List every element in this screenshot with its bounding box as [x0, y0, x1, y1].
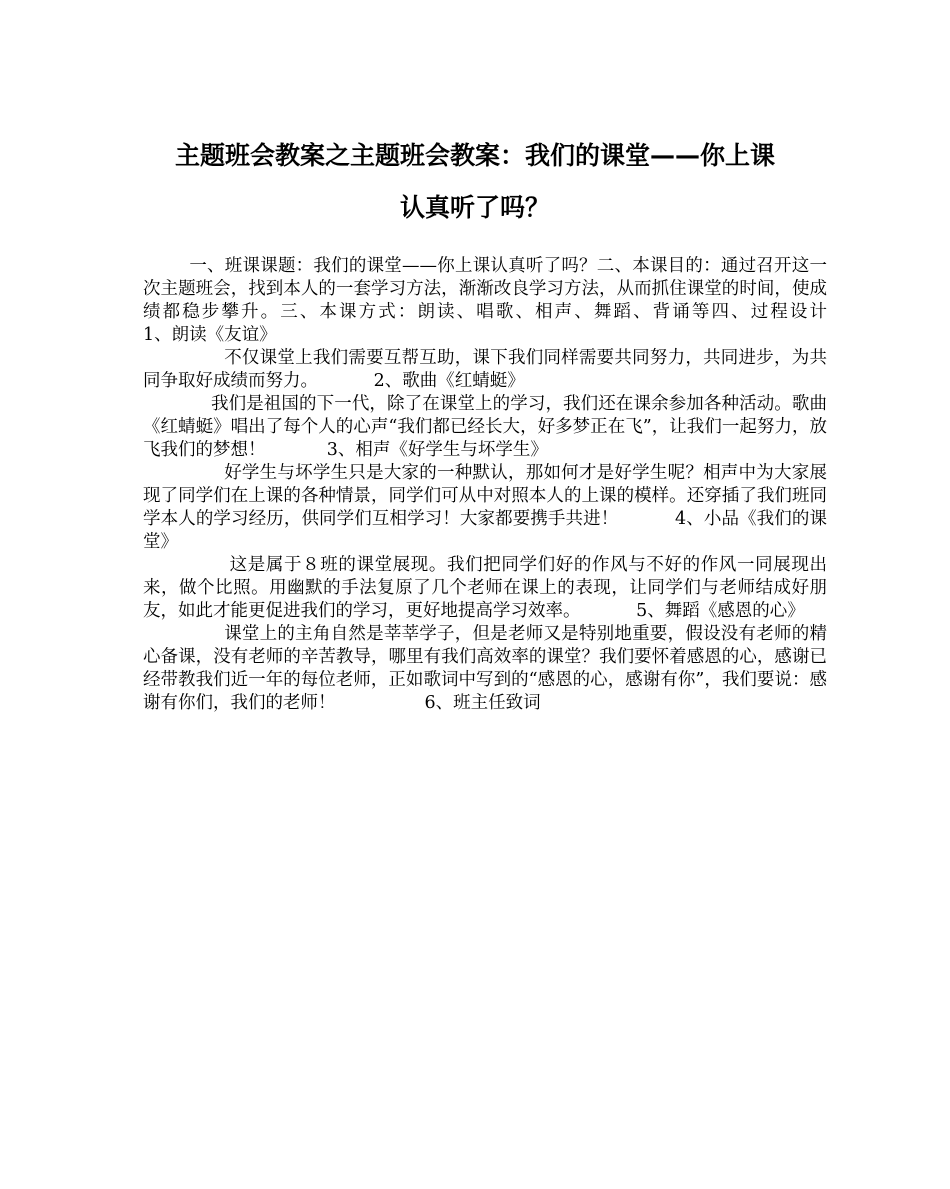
paragraph-5: 这是属于８班的课堂展现。我们把同学们好的作风与不好的作风一同展现出来，做个比照。用幽默的手法复原了几个老师在课上的表现，让同学们与老师结成好朋友，如此才能更促进我们的学习，更好地提高学习效率。 5、舞蹈《感恩的心》: [143, 555, 827, 621]
document-body: [143, 255, 889, 715]
paragraph-6: 课堂上的主角自然是莘莘学子，但是老师又是特别地重要，假设没有老师的精心备课，没有老师的辛苦教导，哪里有我们高效率的课堂？我们要怀着感恩的心，感谢已经带教我们近一年的每位老师，正如歌词中写到的“感恩的心，感谢有你”，我们要说：感谢有你们，我们的老师！ 6、班主任致词: [143, 624, 827, 713]
document-title: [120, 130, 830, 234]
paragraph-4: 好学生与坏学生只是大家的一种默认，那如何才是好学生呢？相声中为大家展现了同学们在上课的各种情景，同学们可从中对照本人的上课的模样。还穿插了我们班同学本人的学习经历，供同学们互相学习！大家都要携手共进！ 4、小品《我们的课堂》: [143, 463, 827, 552]
paragraph-2: 不仅课堂上我们需要互帮互助，课下我们同样需要共同努力，共同进步，为共同争取好成绩而努力。 2、歌曲《红蜻蜓》: [143, 348, 827, 391]
paragraph-3: 我们是祖国的下一代，除了在课堂上的学习，我们还在课余参加各种活动。歌曲《红蜻蜓》唱出了每个人的心声“我们都已经长大，好多梦正在飞”，让我们一起努力，放飞我们的梦想！ 3、相声《好学生与坏学生》: [143, 394, 827, 460]
title-line-1: 主题班会教案之主题班会教案：我们的课堂——你上课: [174, 141, 775, 170]
title-line-2: 认真听了吗？: [399, 193, 550, 222]
paragraph-1: 一、班课课题：我们的课堂——你上课认真听了吗？二、本课目的：通过召开这一次主题班会，找到本人的一套学习方法，渐渐改良学习方法，从而抓住课堂的时间，使成绩都稳步攀升。三、本课方式：朗读、唱歌、相声、舞蹈、背诵等四、过程设计 1、朗读《友谊》: [143, 256, 889, 345]
